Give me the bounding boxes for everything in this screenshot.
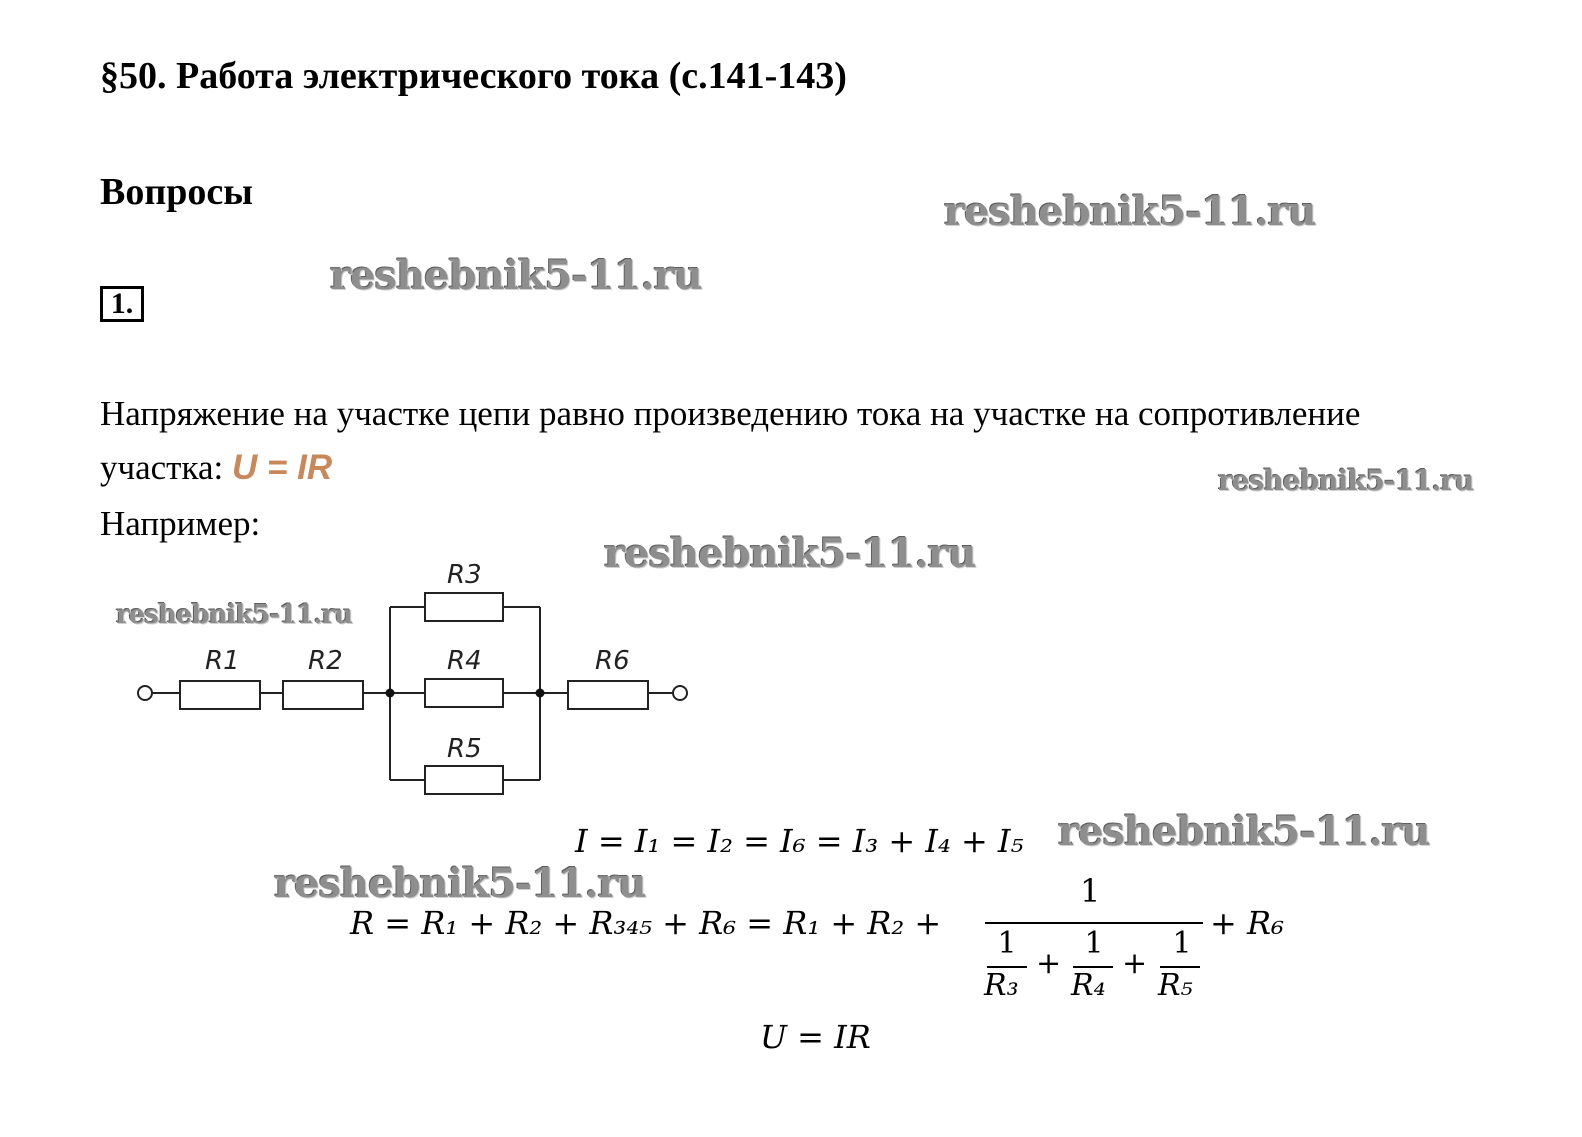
- question-number-box: 1.: [100, 286, 144, 322]
- subfraction-denominator: R₄: [1071, 968, 1106, 1003]
- section-heading: Вопросы: [100, 171, 253, 213]
- label-r3: R3: [447, 560, 482, 590]
- plus-sign: +: [1122, 946, 1148, 981]
- answer-text-line-3: Например:: [100, 504, 261, 543]
- terminal-left: [138, 686, 152, 700]
- subfraction-denominator: R₅: [1158, 968, 1193, 1003]
- resistor-r1: [180, 681, 260, 709]
- watermark: reshebnik5-11.ru: [274, 860, 646, 907]
- resistor-r6: [568, 681, 648, 709]
- resistor-r4: [425, 679, 503, 707]
- subfraction-numerator: 1: [997, 926, 1017, 961]
- watermark: reshebnik5-11.ru: [116, 600, 353, 630]
- watermark: reshebnik5-11.ru: [944, 188, 1316, 235]
- ohm-law-inline-formula: U = IR: [231, 448, 333, 487]
- label-r2: R2: [308, 646, 343, 676]
- subfraction-denominator: R₃: [984, 968, 1019, 1003]
- watermark: reshebnik5-11.ru: [1058, 808, 1430, 855]
- label-r5: R5: [447, 734, 482, 764]
- equation-resistance-left: R = R₁ + R₂ + R₃₄₅ + R₆ = R₁ + R₂ +: [350, 904, 942, 942]
- label-r6: R6: [595, 646, 630, 676]
- junction-node: [536, 689, 545, 698]
- equation-currents: I = I₁ = I₂ = I₆ = I₃ + I₄ + I₅: [575, 822, 1024, 860]
- answer-text-line-2: [100, 446, 332, 490]
- fraction-bar: [985, 922, 1203, 924]
- resistor-r2: [283, 681, 363, 709]
- junction-node: [386, 689, 395, 698]
- equation-ohm-law: U = IR: [760, 1018, 871, 1056]
- resistor-r5: [425, 766, 503, 794]
- watermark: reshebnik5-11.ru: [330, 252, 702, 299]
- plus-sign: +: [1036, 946, 1062, 981]
- fraction-numerator: 1: [1080, 872, 1101, 910]
- label-r4: R4: [447, 646, 482, 676]
- watermark: reshebnik5-11.ru: [1218, 464, 1474, 497]
- subfraction-numerator: 1: [1084, 926, 1104, 961]
- label-r1: R1: [205, 646, 240, 676]
- answer-text-line-1: Напряжение на участке цепи равно произведению тока на участке на сопротивление: [100, 394, 1361, 433]
- watermark: reshebnik5-11.ru: [604, 530, 976, 577]
- equation-resistance-right: + R₆: [1210, 904, 1284, 942]
- subfraction-numerator: 1: [1172, 926, 1192, 961]
- circuit-diagram: [125, 555, 705, 805]
- answer-text-prefix: участка:: [100, 448, 232, 487]
- terminal-right: [673, 686, 687, 700]
- resistor-r3: [425, 593, 503, 621]
- page-title: §50. Работа электрического тока (с.141-143): [100, 55, 847, 97]
